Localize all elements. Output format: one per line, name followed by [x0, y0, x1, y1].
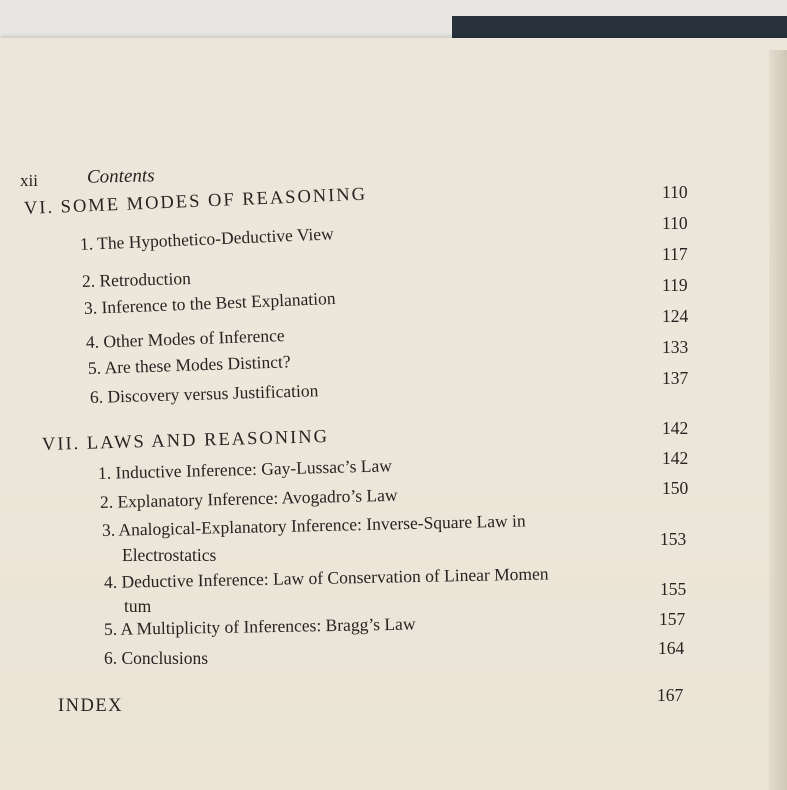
toc-page-number: 110	[662, 213, 688, 233]
book-page	[0, 38, 787, 790]
chapter-heading: VII. LAWS AND REASONING	[41, 426, 330, 455]
toc-page-number: 150	[662, 478, 689, 498]
chapter-page-number: 110	[662, 182, 688, 202]
toc-entry: 4. Deductive Inference: Law of Conservation of Linear Momen	[103, 563, 549, 592]
chapter-page-number: 142	[662, 418, 689, 438]
toc-entry: 1. Inductive Inference: Gay-Lussac’s Law	[97, 455, 393, 483]
toc-entry-continuation: tum	[124, 596, 152, 616]
toc-page-number: 153	[660, 529, 687, 549]
chapter-heading: VI. SOME MODES OF REASONING	[23, 184, 368, 219]
toc-entry-continuation: Electrostatics	[122, 545, 217, 565]
toc-entry: 6. Conclusions	[104, 648, 209, 668]
toc-entry: 2. Retroduction	[81, 267, 192, 291]
toc-entry: 3. Analogical-Explanatory Inference: Inverse-Square Law in	[101, 510, 526, 540]
toc-page-number: 133	[662, 337, 689, 357]
index-heading: INDEX	[58, 696, 124, 716]
toc-page-number: 117	[662, 244, 688, 264]
toc-entry: 3. Inference to the Best Explanation	[83, 287, 336, 318]
header-page-number: xii	[20, 171, 38, 190]
toc-page-number: 142	[662, 448, 689, 468]
toc-entry: 1. The Hypothetico-Deductive View	[79, 223, 335, 254]
toc-entry: 6. Discovery versus Justification	[89, 380, 319, 407]
index-page-number: 167	[657, 685, 684, 705]
toc-page-number: 157	[659, 609, 686, 629]
toc-page-number: 164	[658, 638, 685, 658]
toc-page-number: 124	[662, 306, 689, 326]
toc-entry: 5. Are these Modes Distinct?	[87, 351, 291, 378]
toc-entry: 2. Explanatory Inference: Avogadro’s Law	[99, 484, 398, 512]
toc-entry: 5. A Multiplicity of Inferences: Bragg’s Law	[103, 613, 416, 639]
header-title: Contents	[86, 165, 155, 188]
toc-page-number: 155	[660, 579, 687, 599]
page-edge	[769, 50, 787, 790]
toc-page-number: 137	[662, 368, 689, 388]
toc-page-number: 119	[662, 275, 688, 295]
toc-entry: 4. Other Modes of Inference	[85, 325, 285, 352]
